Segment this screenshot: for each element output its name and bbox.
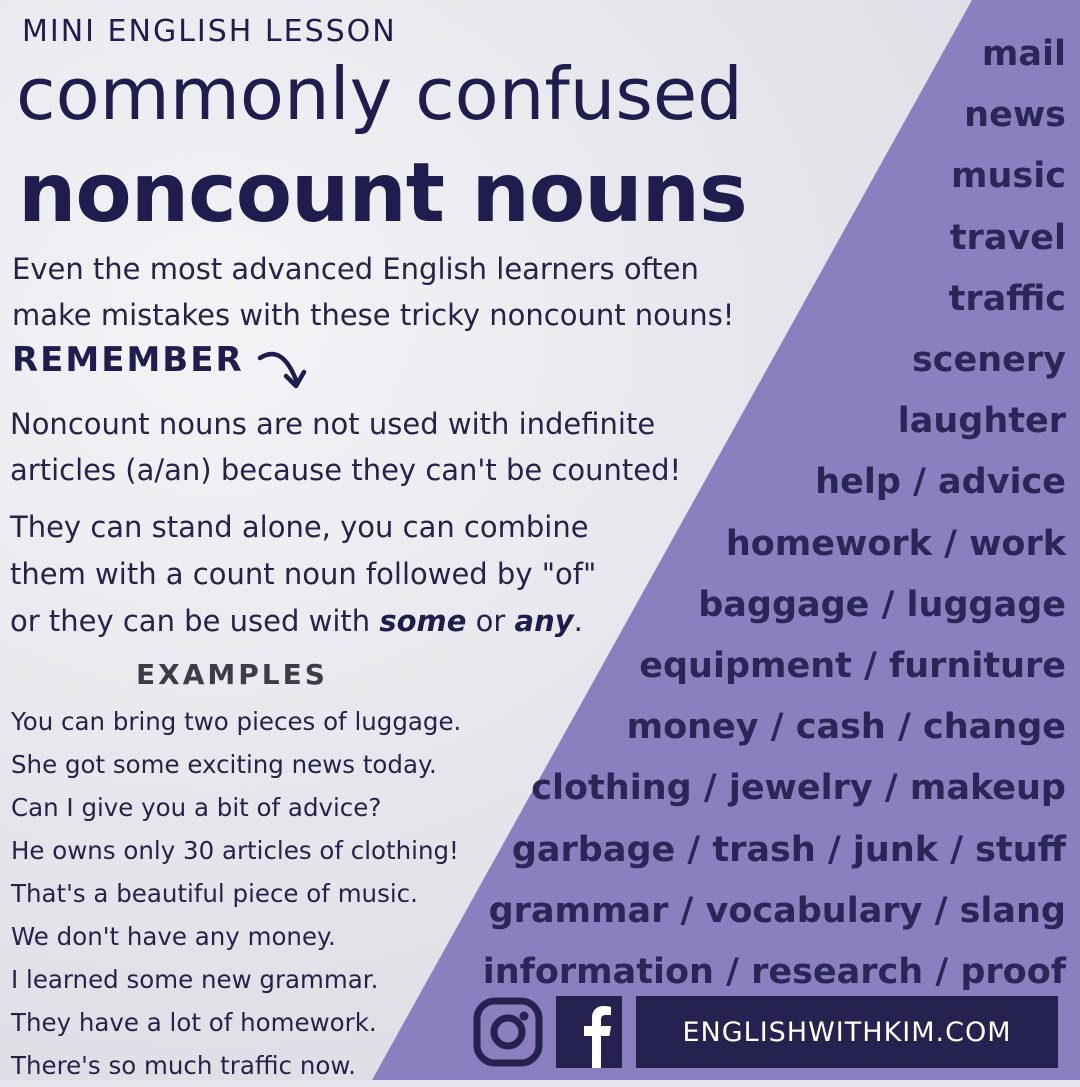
noun-item: help / advice (815, 462, 1066, 503)
noun-item: travel (949, 217, 1066, 258)
noun-item: music (951, 156, 1066, 197)
noun-item: clothing / jewelry / makeup (531, 768, 1066, 809)
example-item: She got some exciting news today. (11, 750, 437, 779)
noun-item: homework / work (725, 523, 1066, 564)
noun-item: information / research / proof (482, 952, 1066, 993)
examples-list (11, 700, 461, 1087)
rule-indefinite-articles: Noncount nouns are not used with indefinite articles (a/an) because they can't be counted! (10, 407, 682, 487)
noun-item: baggage / luggage (698, 584, 1066, 625)
emphasis-any: any (514, 604, 574, 638)
noun-item: news (964, 95, 1066, 136)
footer-bar (472, 996, 1058, 1068)
rule-2-text: They can stand alone, you can combine them with a count noun followed by "of" or they can be used with (10, 510, 597, 638)
noncount-noun-list (483, 24, 1066, 1003)
rule-2-end: . (573, 604, 583, 638)
example-item: I learned some new grammar. (11, 965, 379, 994)
example-item: You can bring two pieces of luggage. (11, 707, 462, 736)
emphasis-some: some (379, 604, 467, 638)
example-item: That's a beautiful piece of music. (11, 879, 418, 908)
noun-item: laughter (897, 401, 1066, 442)
noun-item: grammar / vocabulary / slang (488, 890, 1066, 931)
instagram-icon[interactable] (472, 996, 544, 1068)
example-item: Can I give you a bit of advice? (11, 793, 382, 822)
intro-text: Even the most advanced English learners often make mistakes with these tricky noncount nouns! (12, 252, 735, 332)
noun-item: scenery (911, 340, 1066, 381)
title-line-2: noncount nouns (18, 146, 747, 241)
remember-heading (12, 340, 310, 392)
lesson-kicker: MINI ENGLISH LESSON (22, 14, 397, 49)
rule-2-or: or (466, 604, 515, 638)
example-item: They have a lot of homework. (11, 1008, 377, 1037)
example-item: There's so much traffic now. (11, 1051, 356, 1080)
noun-item: garbage / trash / junk / stuff (511, 829, 1066, 870)
example-item: He owns only 30 articles of clothing! (11, 836, 459, 865)
facebook-icon[interactable] (556, 996, 622, 1068)
noun-item: money / cash / change (626, 707, 1066, 748)
curved-arrow-icon (256, 346, 310, 392)
website-link[interactable]: ENGLISHWITHKIM.COM (636, 996, 1058, 1068)
examples-heading: EXAMPLES (136, 658, 328, 691)
noun-item: mail (981, 34, 1066, 74)
title-line-1: commonly confused (16, 52, 743, 136)
remember-label: REMEMBER (12, 340, 244, 380)
noun-item: traffic (948, 278, 1066, 319)
example-item: We don't have any money. (11, 922, 336, 951)
noun-item: equipment / furniture (639, 646, 1066, 687)
